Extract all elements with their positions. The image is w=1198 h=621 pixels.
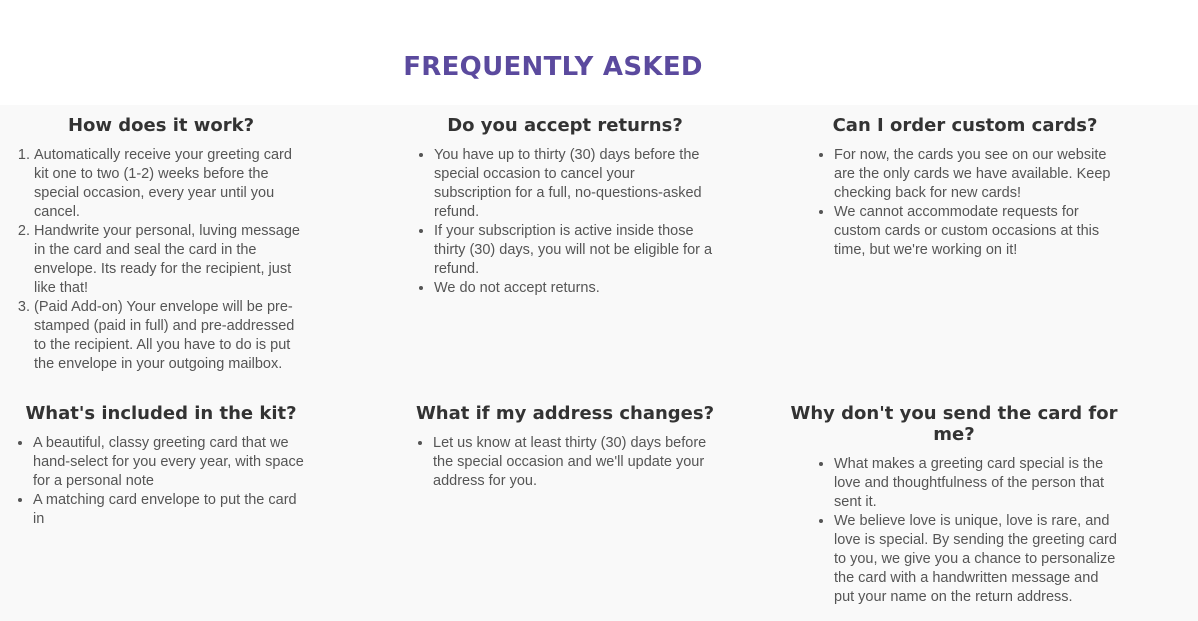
faq-answer: • For now, the cards you see on our website are the only cards we have available. Keep checking back for new cards! [834, 146, 1115, 203]
faq-answer-list [815, 146, 1115, 260]
faq-answer-list [15, 434, 307, 529]
faq-item-why-not-send [790, 403, 1118, 607]
faq-answer-list [415, 146, 715, 298]
faq-answer: • If your subscription is active inside those thirty (30) days, you will not be eligible for a refund. [434, 222, 715, 279]
faq-answer: • A beautiful, classy greeting card that we hand-select for you every year, with space for a personal note [33, 434, 307, 491]
faq-question: Do you accept returns? [447, 115, 683, 136]
faq-answer: • Let us know at least thirty (30) days before the special occasion and we'll update your address for you. [433, 434, 715, 491]
faq-item-returns [415, 115, 715, 298]
faq-answer: • A matching card envelope to put the card in [33, 491, 307, 529]
faq-question: Why don't you send the card for me? [790, 403, 1118, 445]
faq-answer: 2. Handwrite your personal, luving message in the card and seal the card in the envelope. Its ready for the recipient, just like that! [34, 222, 307, 298]
faq-answer-list [415, 434, 715, 491]
faq-answer: 1. Automatically receive your greeting card kit one to two (1-2) weeks before the special occasion, every year until you cancel. [34, 146, 307, 222]
faq-answer-list [15, 146, 307, 374]
faq-question: How does it work? [67, 115, 255, 136]
faq-answer-list [790, 455, 1118, 607]
faq-answer: • We believe love is unique, love is rare, and love is special. By sending the greeting card to you, we give you a chance to personalize the card with a handwritten message and put your name on the return address. [834, 512, 1118, 607]
faq-question: Can I order custom cards? [832, 115, 1098, 136]
faq-question: What's included in the kit? [25, 403, 297, 424]
faq-item-address-change [415, 403, 715, 491]
faq-answer: 3. (Paid Add-on) Your envelope will be pre-stamped (paid in full) and pre-addressed to the recipient. All you have to do is put the envelope in your outgoing mailbox. [34, 298, 307, 374]
faq-section-title: FREQUENTLY ASKED [403, 52, 703, 82]
faq-answer: • You have up to thirty (30) days before the special occasion to cancel your subscription for a full, no-questions-asked refund. [434, 146, 715, 222]
faq-item-custom-cards [815, 115, 1115, 260]
faq-answer: • What makes a greeting card special is the love and thoughtfulness of the person that sent it. [834, 455, 1118, 512]
faq-answer: • We do not accept returns. [434, 279, 715, 298]
faq-item-how-it-works [15, 115, 307, 374]
faq-item-kit-contents [15, 403, 307, 529]
faq-question: What if my address changes? [415, 403, 715, 424]
faq-answer: • We cannot accommodate requests for custom cards or custom occasions at this time, but we're working on it! [834, 203, 1115, 260]
